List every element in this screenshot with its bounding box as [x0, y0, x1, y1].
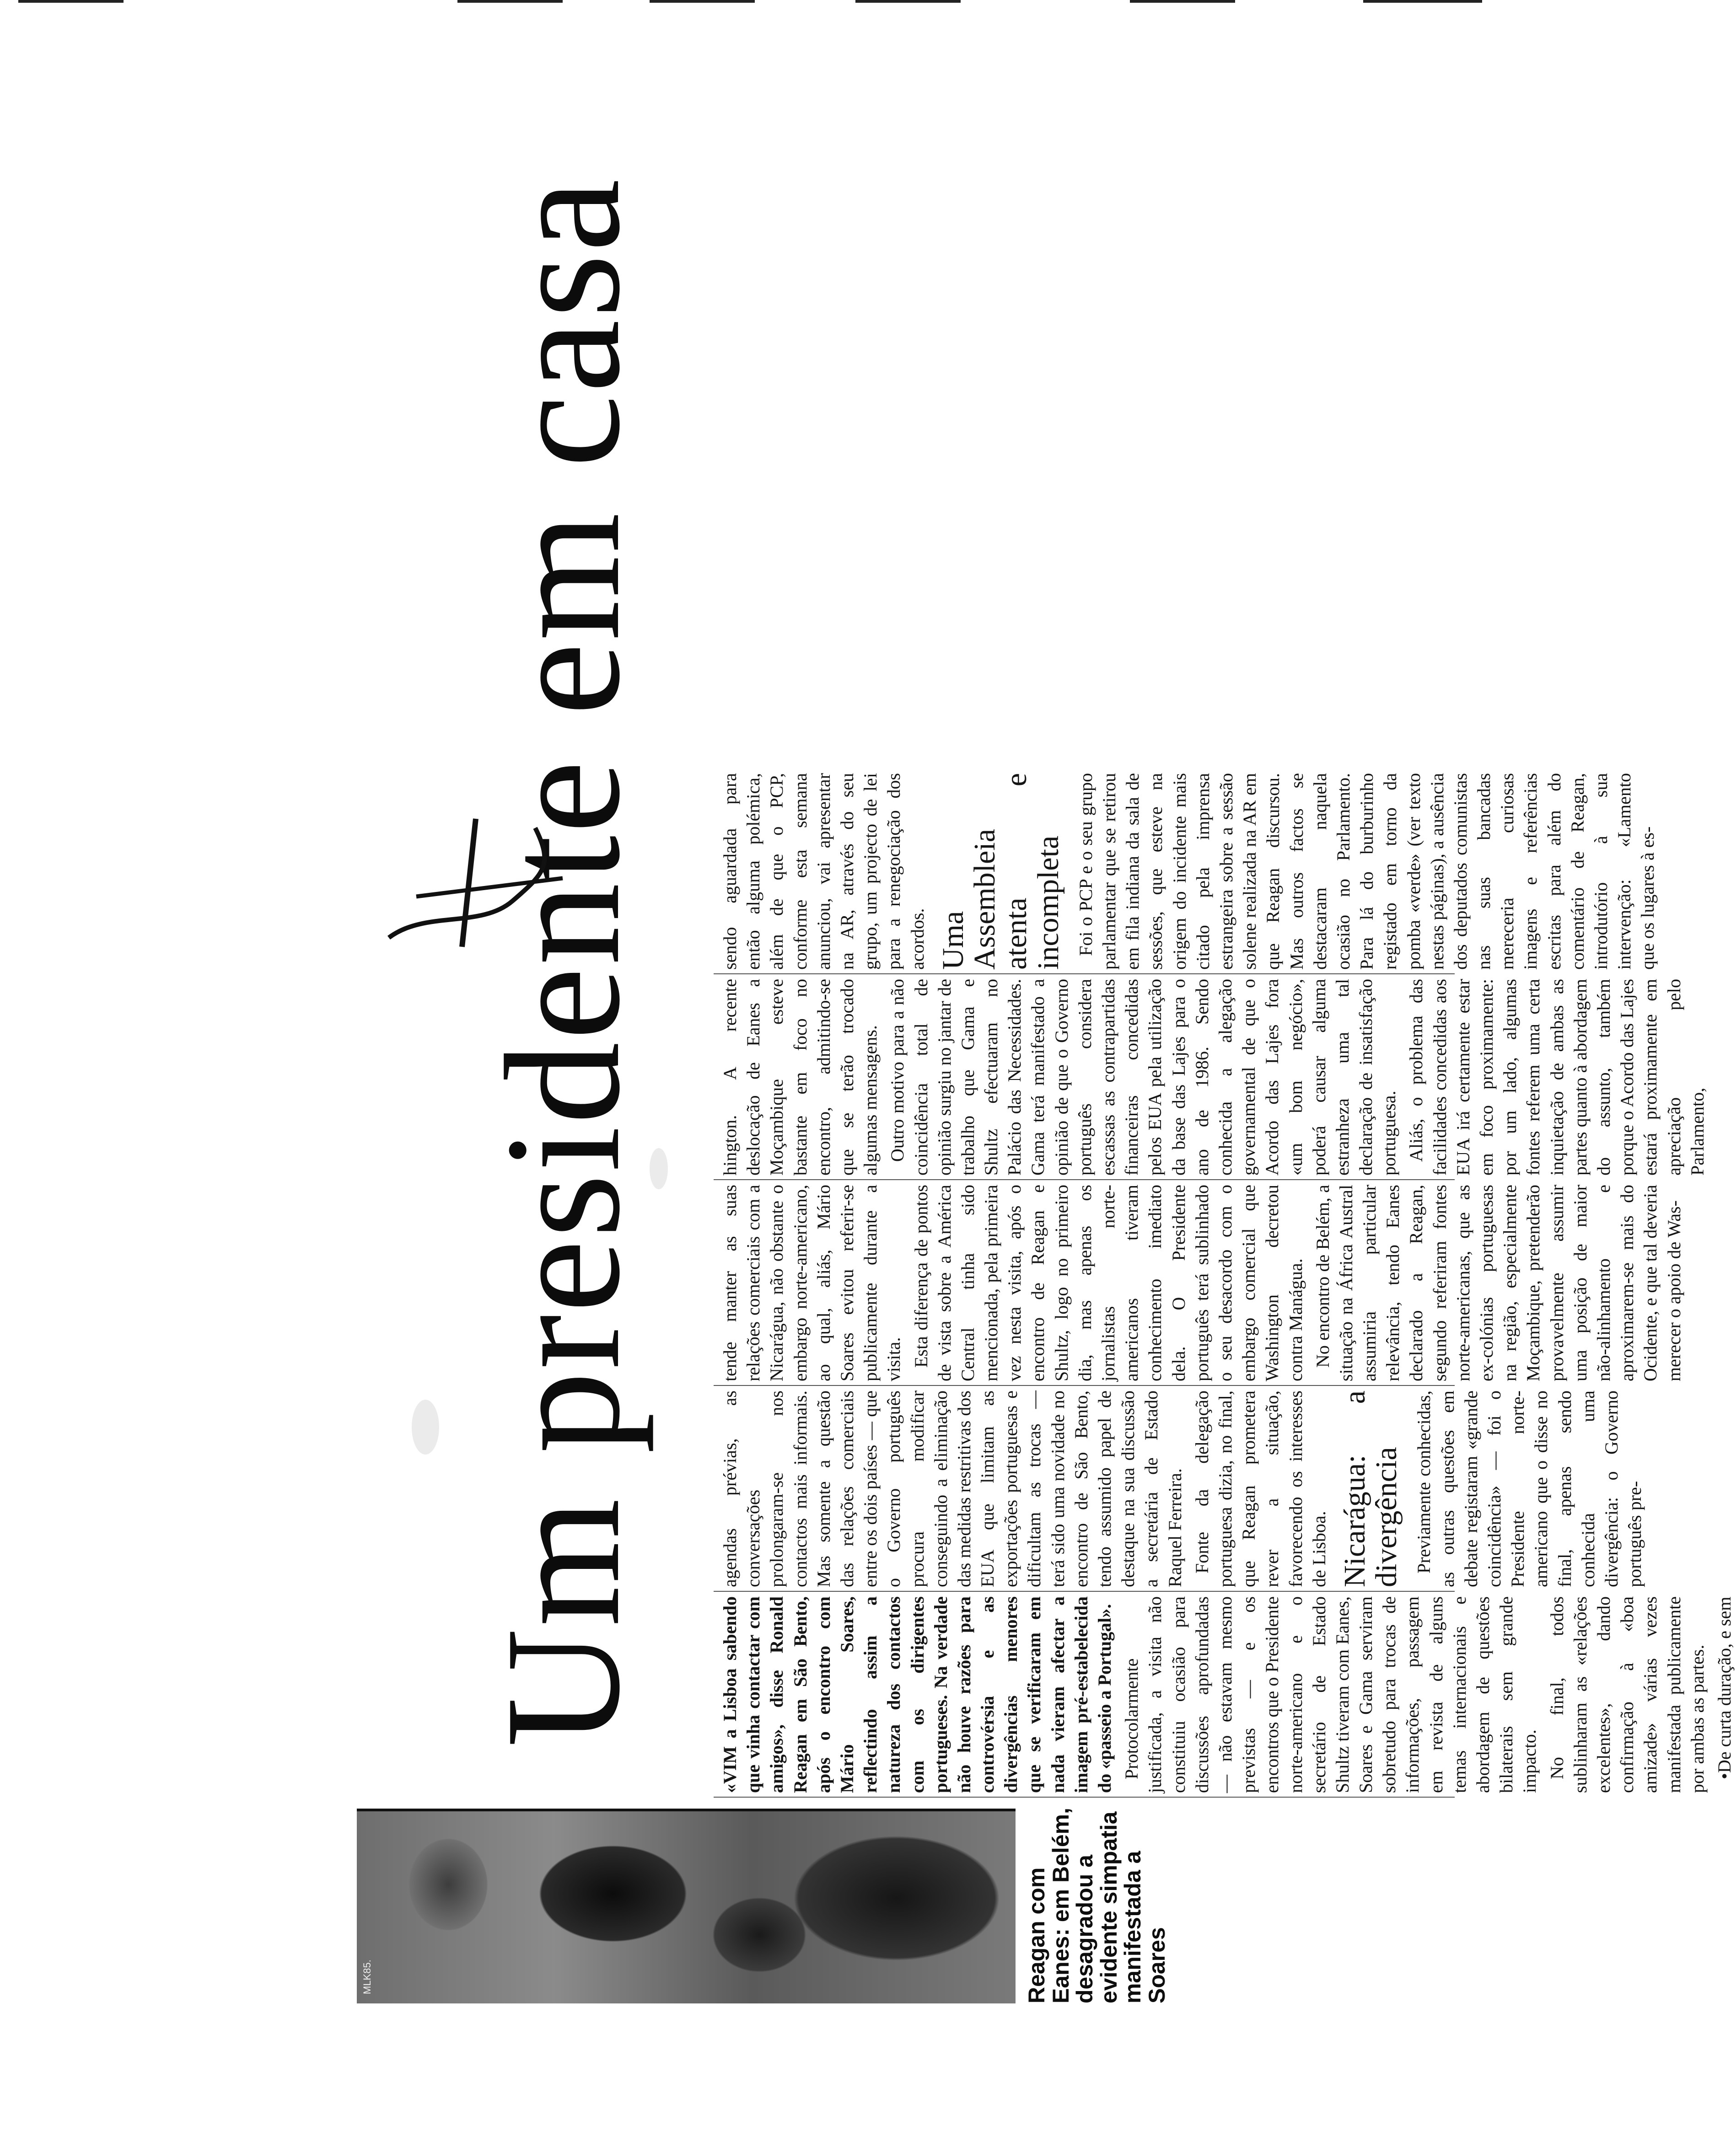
article-column-2 — [718, 1391, 1645, 1587]
paragraph: Esta diferença de pontos de vista sobre a América Central tinha sido mencionada, pela primeira vez nesta visita, após o encontro de Reagan e Shultz, logo no primeiro dia, mas apenas os jornalistas norte-americanos tiveram conhecimento imediato dela. O Presidente português terá sublinhado o seu desacordo com o embargo comercial que Washington decretou contra Manágua. — [910, 1185, 1306, 1381]
paragraph: Foi o PCP e o seu grupo parlamentar que se retirou em fila indiana da sala de sessões, que esteve na origem do incidente mais citado pela imprensa estrangeira sobre a sessão solene realizada na AR em que Reagan discursou. Mas outros factos se destacaram naquela ocasião no Parlamento. Para lá do burburinho registado em torno da pomba «verde» (ver texto nestas páginas), a ausência dos deputados comunistas nas suas bancadas mereceria curiosas imagens e referências escritas para além do comentário de Reagan, introdutório à sua intervenção: «Lamento que os lugares à es- — [1075, 773, 1658, 970]
photo-reagan-eanes — [357, 1809, 1016, 2003]
paragraph: sendo aguardada para então alguma polémica, além de que o PCP, conforme esta semana anunciou, vai apresentar na AR, através do seu grupo, um projecto de lei para a renegociação dos acordos. — [720, 773, 928, 970]
paragraph: hington. A recente deslocação de Eanes a Moçambique esteve bastante em foco no encontro, admitindo-se que se terão trocado algumas mensagens. — [720, 979, 881, 1176]
newspaper-clipping — [357, 82, 1735, 2003]
column-divider — [714, 1591, 1455, 1592]
paragraph: Protocolarmente justificada, a visita não constituiu ocasião para discussões aprofundadas — não estavam mesmo previstas — e os encontros que o Presidente norte-americano e o secretário de Estado Shultz tiveram com Eanes, Soares e Gama serviram sobretudo para trocas de informações, passagem em revista de alguns temas internacionais e abordagem de questões bilaterais sem grande impacto. — [1121, 1596, 1540, 1793]
print-smudge — [650, 1148, 668, 1189]
column-divider — [714, 1179, 1455, 1180]
article-column-1 — [718, 1596, 1735, 1793]
subheading-assembleia: Uma Assembleia atenta e incompleta — [936, 773, 1065, 970]
column-divider — [714, 1385, 1455, 1386]
print-smudge — [412, 1400, 439, 1455]
paragraph: No final, todos sublinharam as «relações excelentes», dando confirmação à «boa amizade» várias vezes manifestada publicamente por ambas as partes. — [1546, 1596, 1708, 1793]
photo-caption: Reagan com Eanes: em Belém, desagradou a evidente simpatia manifestada a Soares — [1024, 1808, 1170, 2003]
headline: Um presidente em casa — [471, 177, 654, 1747]
article-column-5 — [718, 773, 1658, 970]
handwritten-mark-icon — [361, 800, 576, 965]
paragraph: Fonte da delegação portuguesa dizia, no final, que Reagan prometera rever a situação, favorecendo os interesses de Lisboa. — [1191, 1391, 1329, 1587]
paragraph: Outro motivo para a não coincidência total de opinião surgiu no jantar de trabalho que Gama e Shultz efectuaram no Palácio das Necessidades. Gama terá manifestado a opinião de que o Governo português considera escassas as contrapartidas financeiras concedidas pelos EUA pela utilização da base das Lajes para o ano de 1986. Sendo conhecida a alegação governamental de que o Acordo das Lajes fora «um bom negócio», poderá causar alguma estranheza uma tal declaração de insatisfação portuguesa. — [887, 979, 1400, 1176]
paragraph: Previamente conhecidas, as outras questões em debate registaram «grande coincidência» — foi o Presidente norte-americano que o disse no final, apenas sendo conhecida uma divergência: o Governo português pre- — [1414, 1391, 1645, 1587]
article-column-3 — [718, 1185, 1684, 1381]
paragraph: •De curta duração, e sem — [1714, 1596, 1735, 1779]
paragraph: tende manter as suas relações comerciais com a Nicarágua, não obstante o embargo norte-americano, ao qual, aliás, Mário Soares evitou referir-se publicamente durante a visita. — [720, 1185, 904, 1381]
article-column-4 — [718, 979, 1708, 1176]
paragraph: Aliás, o problema das facilidades concedidas aos EUA irá certamente estar em foco proximamente: por um lado, algumas fontes referem uma certa inquietação de ambas as partes quanto à abordagem do assunto, também porque o Acordo das Lajes estará proximamente em apreciação pelo Parlamento, — [1406, 979, 1708, 1176]
photo-credit: MLK85. — [361, 1960, 373, 1994]
paragraph: «VIM a Lisboa sabendo que vinha contactar com amigos», disse Ronald Reagan em São Bento, após o encontro com Mário Soares, reflectindo assim a natureza dos contactos com os dirigentes portugueses. Na verdade não houve razões para controvérsia e as divergências menores que se verificaram em nada vieram afectar a imagem pré-estabelecida do «passeio a Portugal». — [720, 1596, 1115, 1793]
column-divider — [714, 1797, 1455, 1798]
column-divider — [714, 973, 1455, 974]
paragraph: agendas prévias, as conversações prolongaram-se nos contactos mais informais. Mas somente a questão das relações comerciais entre os dois países — que o Governo português procura modificar conseguindo a eliminação das medidas restritivas dos EUA que limitam as exportações portuguesas e dificultam as trocas — terá sido uma novidade no encontro de São Bento, tendo assumido papel de destaque na sua discussão a secretária de Estado Raquel Ferreira. — [720, 1391, 1185, 1587]
paragraph: No encontro de Belém, a situação na África Austral assumiria particular relevância, tendo Eanes declarado a Reagan, segundo referiram fontes norte-americanas, que as ex-colónias portuguesas na região, especialmente Moçambique, pretenderão provavelmente assumir uma posição de maior não-alinhamento e aproximarem-se mais do Ocidente, e que tal deveria merecer o apoio de Was- — [1312, 1185, 1684, 1381]
subheading-nicaragua: Nicarágua: a divergência — [1338, 1391, 1403, 1587]
